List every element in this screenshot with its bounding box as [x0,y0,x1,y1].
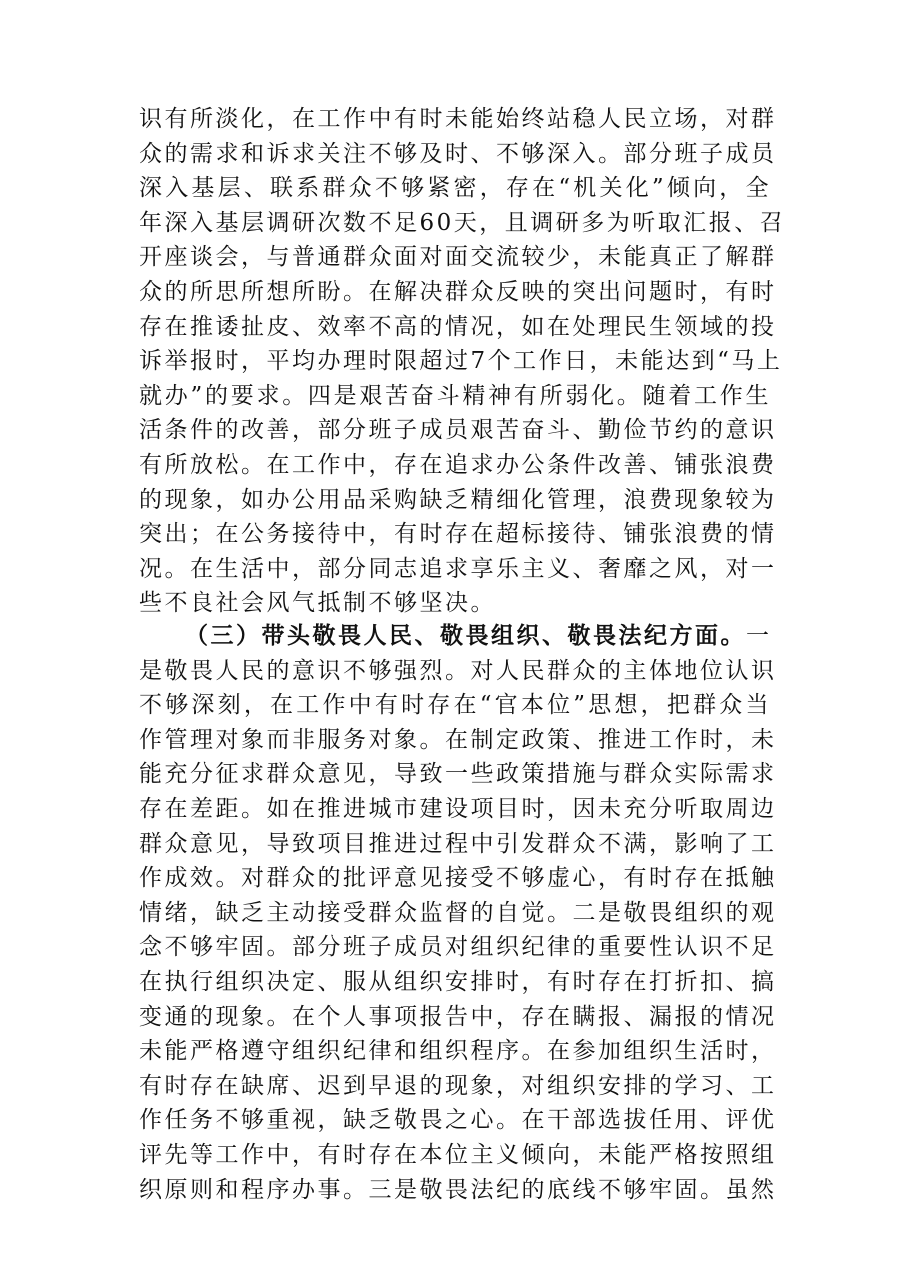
text-line: 识有所淡化，在工作中有时未能始终站稳人民立场，对群 [139,106,777,132]
text-line: 诉举报时，平均办理时限超过7个工作日，未能达到“马上 [139,348,783,375]
text-line: 众的需求和诉求关注不够及时、不够深入。部分班子成员 [139,140,777,167]
text-line: 念不够牢固。部分班子成员对组织纪律的重要性认识不足 [139,934,777,961]
text-line: 深入基层、联系群众不够紧密，存在“机关化”倾向，全 [139,175,771,202]
text-line: 众的所思所想所盼。在解决群众反映的突出问题时，有时 [139,278,777,305]
text-line: 评先等工作中，有时存在本位主义倾向，未能严格按照组 [139,1141,777,1168]
text-line: 在执行组织决定、服从组织安排时，有时存在打折扣、搞 [139,968,777,995]
section-three-paragraph [139,619,777,1207]
text-line: 未能严格遵守组织纪律和组织程序。在参加组织生活时， [139,1038,777,1065]
text-line: 作任务不够重视，缺乏敬畏之心。在干部选拔任用、评优 [139,1107,777,1134]
text-line: 作成效。对群众的批评意见接受不够虚心，有时存在抵触 [139,865,777,892]
text-line: 是敬畏人民的意识不够强烈。对人民群众的主体地位认识 [139,657,777,684]
paragraph-continuation [139,102,786,621]
text-line: 能充分征求群众意见，导致一些政策措施与群众实际需求 [139,761,777,788]
text-line: 有时存在缺席、迟到早退的现象，对组织安排的学习、工 [139,1072,777,1099]
text-line: 有所放松。在工作中，存在追求办公条件改善、铺张浪费 [139,451,777,478]
text-line: 存在推诿扯皮、效率不高的情况，如在处理民生领域的投 [139,313,777,340]
text-line: 年深入基层调研次数不足60天，且调研多为听取汇报、召 [139,209,786,236]
text-line: 不够深刻，在工作中有时存在“官本位”思想，把群众当 [139,692,771,719]
text-line: 作管理对象而非服务对象。在制定政策、推进工作时，未 [139,726,777,753]
section-heading: （三）带头敬畏人民、敬畏组织、敬畏法纪方面。 [185,622,746,649]
text-line: 变通的现象。在个人事项报告中，存在瞒报、漏报的情况 [139,1003,777,1030]
text-line: 些不良社会风气抵制不够坚决。 [139,590,496,617]
text-line: 织原则和程序办事。三是敬畏法纪的底线不够牢固。虽然 [139,1176,777,1203]
text-line: 群众意见，导致项目推进过程中引发群众不满，影响了工 [139,830,777,857]
heading-tail: 一 [746,623,772,649]
section-heading-line [139,619,771,654]
text-line: 开座谈会，与普通群众面对面交流较少，未能真正了解群 [139,244,777,271]
text-line: 存在差距。如在推进城市建设项目时，因未充分听取周边 [139,795,777,822]
text-line: 活条件的改善，部分班子成员艰苦奋斗、勤俭节约的意识 [139,417,777,444]
text-line: 的现象，如办公用品采购缺乏精细化管理，浪费现象较为 [139,486,777,513]
text-line: 况。在生活中，部分同志追求享乐主义、奢靡之风，对一 [139,555,777,582]
text-line: 就办”的要求。四是艰苦奋斗精神有所弱化。随着工作生 [139,382,771,409]
text-line: 突出；在公务接待中，有时存在超标接待、铺张浪费的情 [139,521,777,548]
text-line: 情绪，缺乏主动接受群众监督的自觉。二是敬畏组织的观 [139,899,777,926]
